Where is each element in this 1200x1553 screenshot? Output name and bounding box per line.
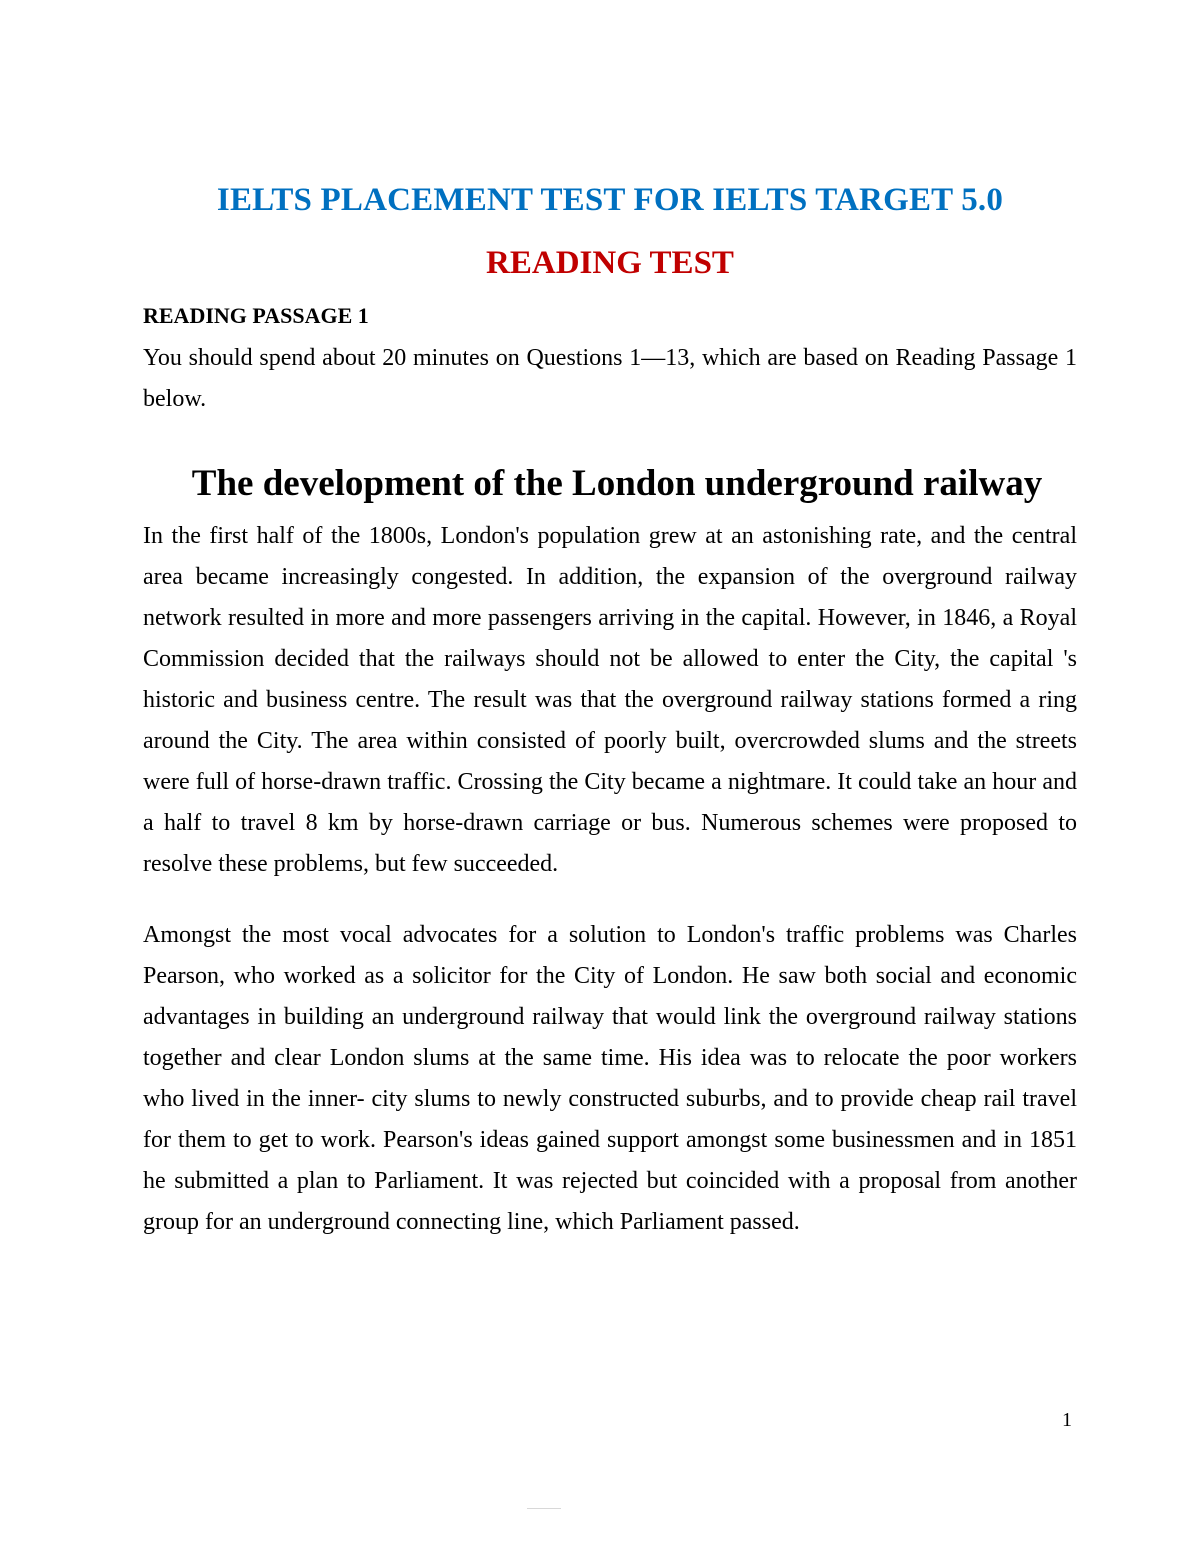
passage-paragraph-2: Amongst the most vocal advocates for a solution to London's traffic problems was Charles Pearson, who worked as a solicitor for the City of London. He saw both social and economic advantages in building an underground railway that would link the overground railway stations together and clear London slums at the same time. His idea was to relocate the poor workers who lived in the inner- city slums to newly constructed suburbs, and to provide cheap rail travel for them to get to work. Pearson's ideas gained support amongst some businessmen and in 1851 he submitted a plan to Parliament. It was rejected but coincided with a proposal from another group for an underground connecting line, which Parliament passed.	[143, 922, 1077, 1235]
instructions-text: You should spend about 20 minutes on Questions 1—13, which are based on Reading Passage 1 below.	[143, 345, 1077, 412]
passage-paragraph-1: In the first half of the 1800s, London's population grew at an astonishing rate, and the central area became increasingly congested. In addition, the expansion of the overground railway network resulted in more and more passengers arriving in the capital. However, in 1846, a Royal Commission decided that the railways should not be allowed to enter the City, the capital 's historic and business centre. The result was that the overground railway stations formed a ring around the City. The area within consisted of poorly built, overcrowded slums and the streets were full of horse-drawn traffic. Crossing the City became a nightmare. It could take an hour and a half to travel 8 km by horse-drawn carriage or bus. Numerous schemes were proposed to resolve these problems, but few succeeded.	[143, 523, 1077, 877]
footer-divider	[527, 1508, 561, 1509]
page-number: 1	[1062, 1409, 1072, 1431]
section-title: READING TEST	[486, 245, 734, 281]
passage-title: The development of the London underground railway	[191, 463, 1043, 504]
passage-label: READING PASSAGE 1	[143, 303, 369, 328]
page-content	[143, 168, 1077, 1243]
main-title: IELTS PLACEMENT TEST FOR IELTS TARGET 5.0	[216, 182, 1004, 218]
